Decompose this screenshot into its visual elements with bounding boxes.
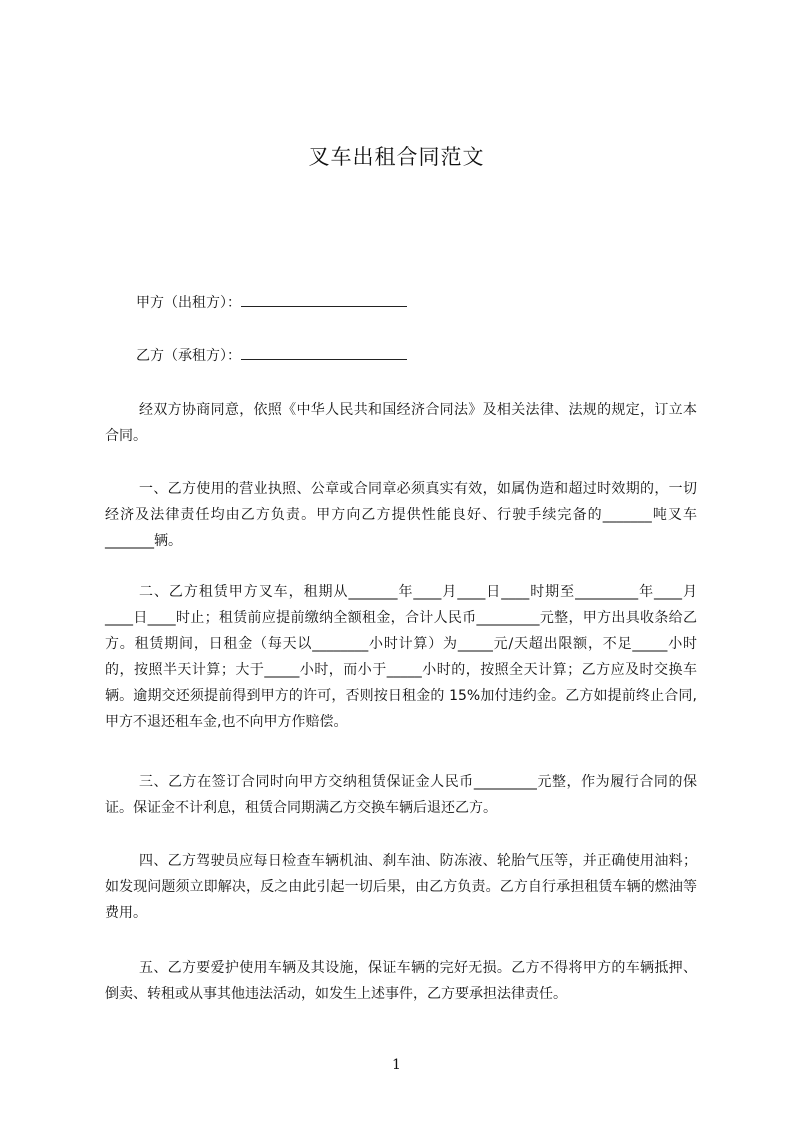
party-b-label: 乙方（承租方）： [136,348,241,364]
document-title: 叉车出租合同范文 [308,145,485,169]
intro-paragraph: 经双方协商同意，依照《中华人民共和国经济合同法》及相关法律、法规的规定，订立本合同。 [105,402,697,444]
clause-1-paragraph: 一、乙方使用的营业执照、公章或合同章必须真实有效，如属伪造和超过时效期的，一切经济及法律责任均由乙方负责。甲方向乙方提供性能良好、行驶手续完备的_______吨叉车_______辆。 [105,481,697,549]
clause-2-paragraph: 二、乙方租赁甲方叉车，租期从_______年____月____日____时期至_________年____月____日____时止；租赁前应提前缴纳全额租金，合计人民币_________元整，甲方出具收条给乙方。租赁期间，日租金（每天以________小时计算）为_____元/天超出限额，不足_____小时的，按照半天计算；大于_____小时，而小于_____小时的，按照全天计算；乙方应及时交换车辆。逾期交还须提前得到甲方的许可，否则按日租金的 15%加付违约金。乙方如提前终止合同,甲方不退还租车金,也不向甲方作赔偿。 [105,584,697,730]
clause-4-paragraph: 四、乙方驾驶员应每日检查车辆机油、刹车油、防冻液、轮胎气压等，并正确使用油料；如发现问题须立即解决，反之由此引起一切后果，由乙方负责。乙方自行承担租赁车辆的燃油等费用。 [105,853,697,921]
party-a-line [136,291,407,313]
clause-3-paragraph: 三、乙方在签订合同时向甲方交纳租赁保证金人民币_________元整，作为履行合同的保证。保证金不计利息，租赁合同期满乙方交换车辆后退还乙方。 [105,774,697,816]
party-a-name-blank [241,291,407,307]
party-b-name-blank [241,344,407,360]
page-number: 1 [392,1057,401,1073]
clause-5-paragraph: 五、乙方要爱护使用车辆及其设施，保证车辆的完好无损。乙方不得将甲方的车辆抵押、倒卖、转租或从事其他违法活动，如发生上述事件，乙方要承担法律责任。 [105,960,697,1002]
party-a-label: 甲方（出租方）： [136,295,241,311]
party-b-line [136,344,407,366]
